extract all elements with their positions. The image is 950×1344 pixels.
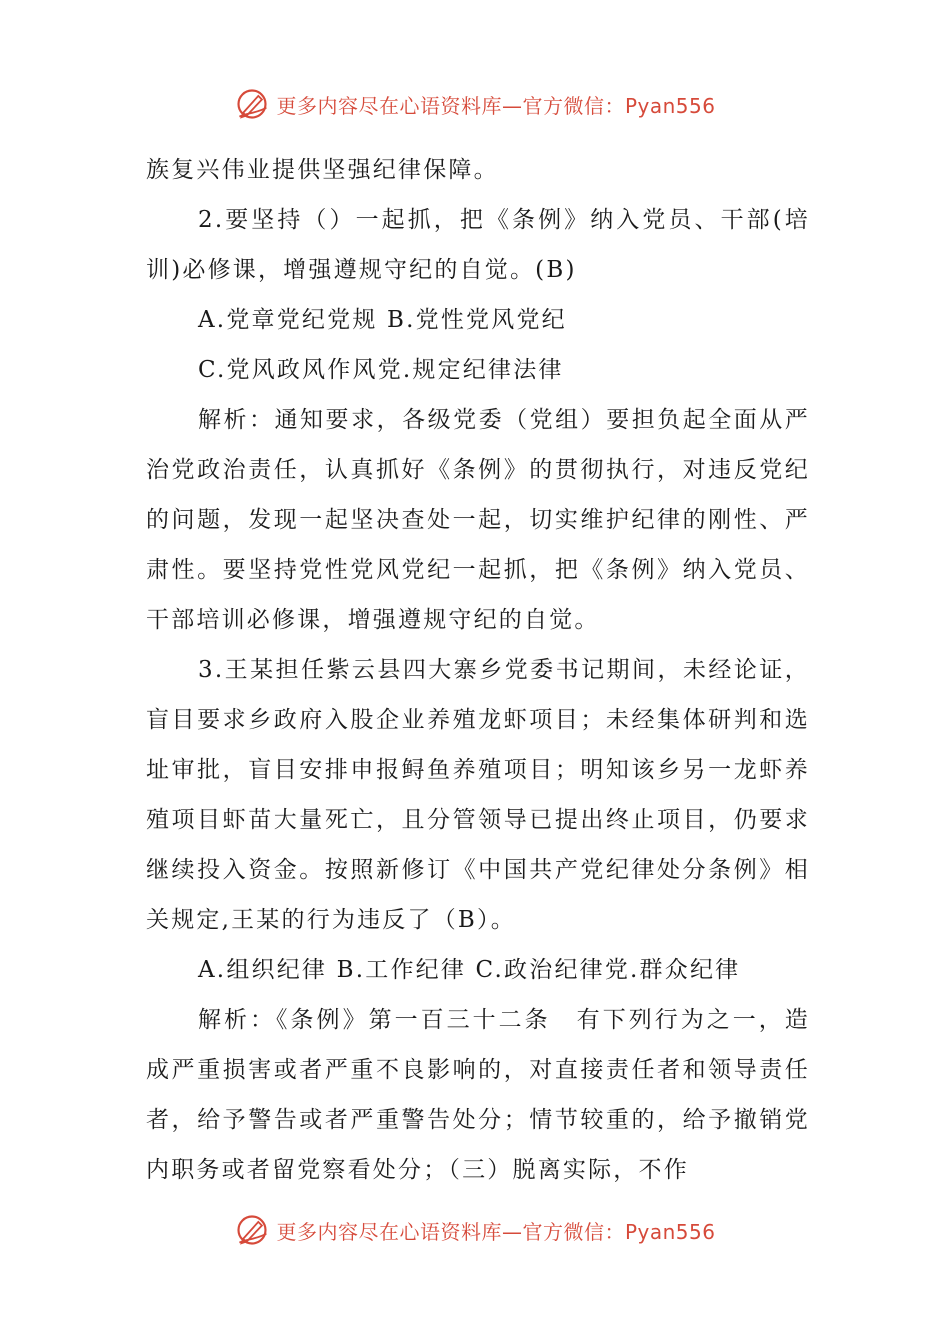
watermark-header (0, 84, 950, 124)
question-2-analysis: 解析：通知要求，各级党委（党组）要担负起全面从严治党政治责任，认真抓好《条例》的贯彻执行，对违反党纪的问题，发现一起坚决查处一起，切实维护纪律的刚性、严肃性。要坚持党性党风党纪一起抓，把《条例》纳入党员、干部培训必修课，增强遵规守纪的自觉。 (146, 407, 810, 633)
pen-logo-icon (234, 1212, 270, 1248)
watermark-text: 更多内容尽在心语资料库—官方微信：Pyan556 (276, 93, 716, 118)
paragraph: 族复兴伟业提供坚强纪律保障。 (146, 157, 499, 183)
question-2-options-cd: C.党风政风作风党.规定纪律法律 (198, 357, 564, 383)
question-3-options: A.组织纪律 B.工作纪律 C.政治纪律党.群众纪律 (198, 957, 741, 983)
question-3-analysis: 解析：《条例》第一百三十二条 有下列行为之一，造成严重损害或者严重不良影响的，对直接责任者和领导责任者，给予警告或者严重警告处分；情节较重的，给予撤销党内职务或者留党察看处分；（三）脱离实际，不作 (146, 1007, 810, 1183)
watermark-footer (0, 1210, 950, 1250)
question-3: 3.王某担任紫云县四大寨乡党委书记期间，未经论证，盲目要求乡政府入股企业养殖龙虾项目；未经集体研判和选址审批，盲目安排申报鲟鱼养殖项目；明知该乡另一龙虾养殖项目虾苗大量死亡，且分管领导已提出终止项目，仍要求继续投入资金。按照新修订《中国共产党纪律处分条例》相关规定,王某的行为违反了（B）。 (146, 657, 810, 933)
pen-logo-icon (234, 86, 270, 122)
question-2-options-ab: A.党章党纪党规 B.党性党风党纪 (198, 307, 567, 333)
watermark-text: 更多内容尽在心语资料库—官方微信：Pyan556 (276, 1219, 716, 1244)
document-body (146, 145, 810, 1195)
question-2: 2.要坚持（）一起抓，把《条例》纳入党员、干部(培训)必修课，增强遵规守纪的自觉。(B) (146, 207, 810, 283)
